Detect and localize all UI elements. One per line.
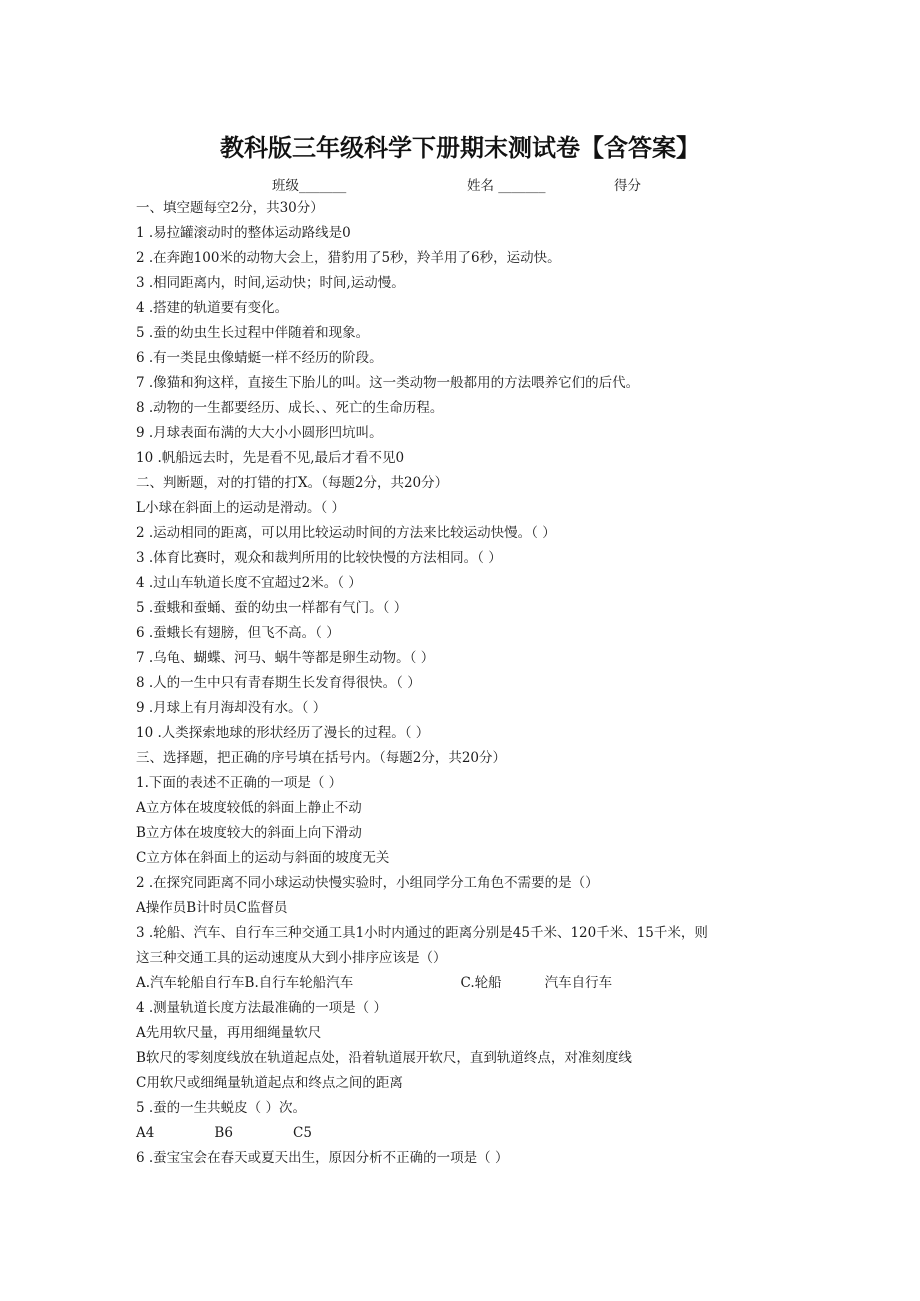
section-heading-multiple-choice: 三、选择题，把正确的序号填在括号内。（每题2分，共20分） [136, 750, 507, 766]
question-line: 7 .乌龟、蝴蝶、河马、蜗牛等都是卵生动物。（ ） [136, 650, 435, 666]
question-line: 4 .搭建的轨道要有变化。 [136, 300, 289, 316]
class-field: 班级_______ [272, 178, 347, 194]
question-line: 3 .体育比赛时，观众和裁判所用的比较快慢的方法相同。（ ） [136, 550, 502, 566]
option-line: A.汽车轮船自行车B.自行车轮船汽车 C.轮船 汽车自行车 [136, 975, 613, 991]
question-line: 6 .有一类昆虫像蜻蜓一样不经历的阶段。 [136, 350, 383, 366]
question-line: 2 .在奔跑100米的动物大会上，猎豹用了5秒，羚羊用了6秒，运动快。 [136, 250, 561, 266]
question-line: 5 .蚕的一生共蜕皮（ ）次。 [136, 1100, 306, 1116]
score-field: 得分 [614, 178, 641, 194]
student-info-row [0, 174, 920, 194]
option-line: A操作员B计时员C监督员 [136, 900, 288, 916]
question-line: 5 .蚕蛾和蚕蛹、蚕的幼虫一样都有气门。（ ） [136, 600, 408, 616]
question-line: 4 .过山车轨道长度不宜超过2米。（ ） [136, 575, 362, 591]
section-heading-true-false: 二、判断题，对的打错的打X。（每题2分，共20分） [136, 475, 449, 491]
question-line: 2 .运动相同的距离，可以用比较运动时间的方法来比较运动快慢。（ ） [136, 525, 556, 541]
option-line: B软尺的零刻度线放在轨道起点处，沿着轨道展开软尺，直到轨道终点，对准刻度线 [136, 1050, 632, 1066]
question-line: 1.下面的表述不正确的一项是（ ） [136, 775, 343, 791]
name-field: 姓名 _______ [467, 178, 546, 194]
question-line: 8 .人的一生中只有青春期生长发育得很快。（ ） [136, 675, 421, 691]
section-heading-fill-blank: 一、填空题每空2分，共30分） [136, 200, 324, 216]
question-line-continued: 这三种交通工具的运动速度从大到小排序应该是（） [136, 950, 447, 966]
question-line: 6 .蚕宝宝会在春天或夏天出生，原因分析不正确的一项是（ ） [136, 1150, 509, 1166]
question-line: 8 .动物的一生都要经历、成长、、死亡的生命历程。 [136, 400, 444, 416]
question-line: 9 .月球表面布满的大大小小圆形凹坑叫。 [136, 425, 383, 441]
exam-body [136, 196, 816, 1171]
question-line: 1 .易拉罐滚动时的整体运动路线是0 [136, 225, 351, 241]
question-line: 7 .像猫和狗这样，直接生下胎儿的叫。这一类动物一般都用的方法喂养它们的后代。 [136, 375, 640, 391]
question-line: 4 .测量轨道长度方法最准确的一项是（ ） [136, 1000, 387, 1016]
option-line: B立方体在坡度较大的斜面上向下滑动 [136, 825, 362, 841]
question-line: 2 .在探究同距离不同小球运动快慢实验时，小组同学分工角色不需要的是（） [136, 875, 599, 891]
question-line: 3 .相同距离内，时间,运动快；时间,运动慢。 [136, 275, 405, 291]
question-line: 9 .月球上有月海却没有水。（ ） [136, 700, 327, 716]
option-line: A4 B6 C5 [136, 1125, 312, 1141]
option-line: A立方体在坡度较低的斜面上静止不动 [136, 800, 362, 816]
option-line: A先用软尺量，再用细绳量软尺 [136, 1025, 322, 1041]
question-line: 10 .帆船远去时，先是看不见,最后才看不见0 [136, 450, 405, 466]
question-line: L小球在斜面上的运动是滑动。（ ） [136, 500, 346, 516]
option-line: C立方体在斜面上的运动与斜面的坡度无关 [136, 850, 390, 866]
question-line: 10 .人类探索地球的形状经历了漫长的过程。（ ） [136, 725, 430, 741]
page-title: 教科版三年级科学下册期末测试卷【含答案】 [220, 134, 700, 162]
question-line: 3 .轮船、汽车、自行车三种交通工具1小时内通过的距离分别是45千米、120千米、15千米，则 [136, 925, 708, 941]
option-line: C用软尺或细绳量轨道起点和终点之间的距离 [136, 1075, 403, 1091]
question-line: 5 .蚕的幼虫生长过程中伴随着和现象。 [136, 325, 370, 341]
question-line: 6 .蚕蛾长有翅膀，但飞不高。（ ） [136, 625, 340, 641]
